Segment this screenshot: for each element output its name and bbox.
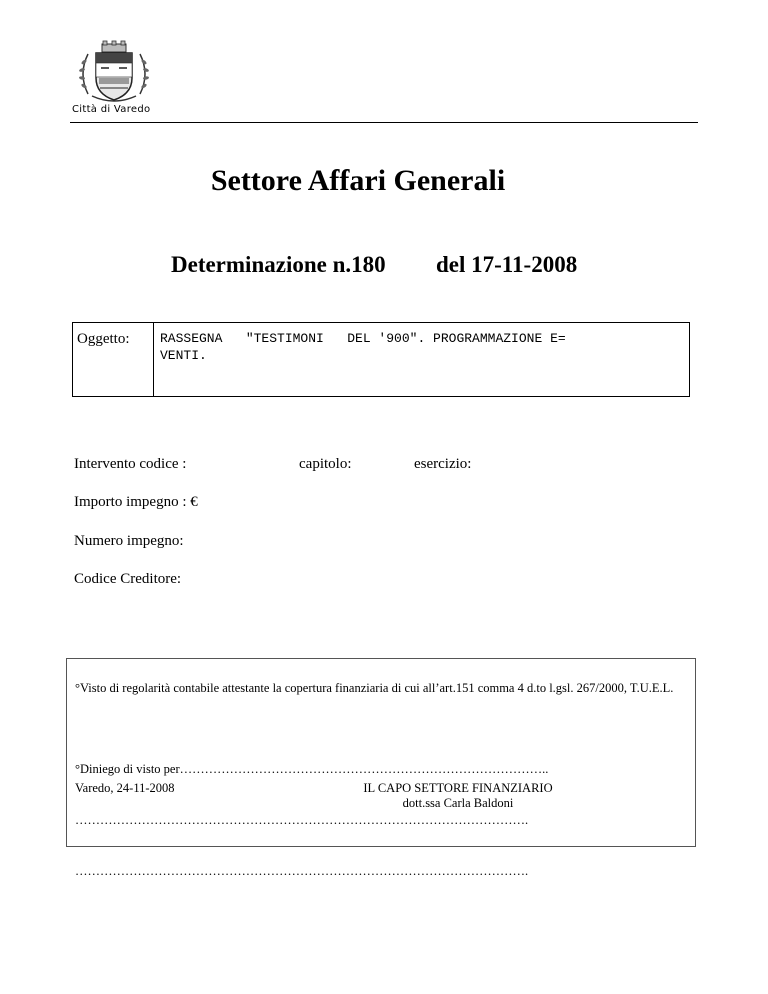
- header-divider: [70, 122, 698, 123]
- diniego-line-3: ……………………………………………………………………………………………….: [75, 864, 529, 878]
- diniego-block: [75, 727, 548, 914]
- diniego-line-1: °Diniego di visto per……………………………………………………………………………..: [75, 762, 549, 776]
- signer-name: dott.ssa Carla Baldoni: [402, 796, 514, 810]
- numero-impegno-field: Numero impegno:: [74, 533, 184, 549]
- sector-title: Settore Affari Generali: [210, 164, 506, 197]
- subject-line-2: VENTI.: [160, 348, 207, 363]
- visto-text: °Visto di regolarità contabile attestante la copertura finanziaria di cui all’art.151 comma 4 d.to l.gsl. 267/2000, T.U.E.L.: [75, 681, 674, 695]
- visto-box: [66, 658, 696, 878]
- codice-creditore-field: Codice Creditore:: [74, 571, 182, 587]
- intervento-field: Intervento codice :: [74, 456, 187, 472]
- subject-box: [72, 322, 690, 397]
- place-date: Varedo, 24-11-2008: [75, 781, 175, 795]
- subject-label-cell: [73, 323, 154, 396]
- capitolo-field: capitolo:: [299, 456, 352, 472]
- subject-text: [160, 330, 690, 364]
- city-name: Città di Varedo: [72, 104, 151, 115]
- esercizio-field: esercizio:: [414, 456, 472, 472]
- determination-number: Determinazione n.180: [171, 252, 386, 277]
- signer-role: IL CAPO SETTORE FINANZIARIO: [363, 781, 553, 795]
- signature-block: [329, 781, 587, 811]
- importo-field: Importo impegno : €: [74, 494, 198, 510]
- determination-date: del 17-11-2008: [436, 252, 578, 277]
- subject-label: Oggetto:: [77, 331, 130, 347]
- coat-of-arms-icon: [74, 40, 154, 104]
- subject-line-1: RASSEGNA "TESTIMONI DEL '900". PROGRAMMAZIONE E=: [160, 331, 566, 346]
- diniego-line-2: ……………………………………………………………………………………………….: [75, 813, 529, 827]
